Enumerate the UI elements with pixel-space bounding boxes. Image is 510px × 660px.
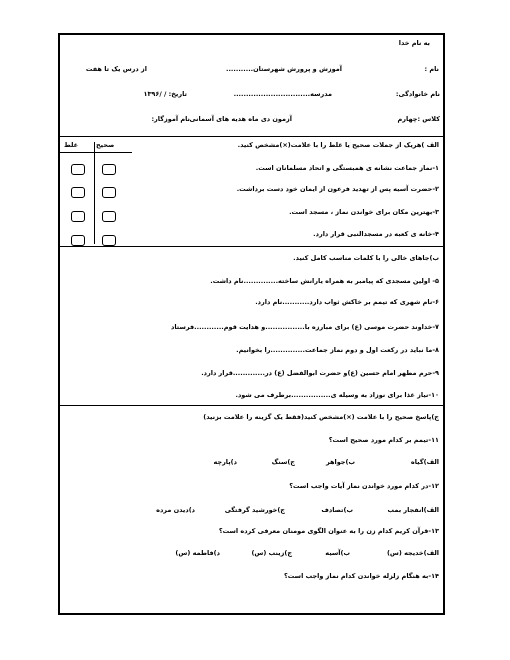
mc-11-option-c[interactable]: ج)سنگ (271, 458, 295, 466)
fill-item-9: ۹-حرم مطهر امام حسین (ع)و حضرت ابوالفضل (ع) در.............قرار دارد. (201, 369, 439, 377)
section-a-divider (58, 246, 445, 247)
tf-3-correct-checkbox[interactable] (102, 211, 116, 222)
section-b-divider (58, 405, 445, 406)
column-correct: صحیح (96, 141, 115, 149)
mc-question-13: ۱۳-قرآن کریم کدام زن را به عنوان الگوی مومنان معرفی کرده است؟ (218, 527, 439, 535)
mc-question-12: ۱۲-در کدام مورد خواندن نماز آیات واجب است؟ (289, 482, 439, 490)
tf-header-rule (60, 152, 132, 153)
name-label: نام : (424, 65, 439, 73)
mc-13-option-b[interactable]: ب)آسیه (325, 549, 350, 557)
section-b-title: ب)جاهای خالی را با کلمات مناسب کامل کنید. (293, 254, 439, 262)
section-c-title: ج)پاسخ صحیح را با علامت (×)مشخص کنید(فقط یک گزینه را علامت بزنید) (203, 413, 439, 421)
teacher-label: نام آموزگار: (151, 115, 190, 123)
tf-1-correct-checkbox[interactable] (102, 164, 116, 175)
tf-4-wrong-checkbox[interactable] (71, 235, 85, 246)
school-field: مدرسه............................... (233, 90, 332, 98)
mc-question-14: ۱۴-به هنگام زلزله خواندن کدام نماز واجب است؟ (284, 572, 439, 580)
mc-11-option-d[interactable]: د)پارچه (213, 458, 237, 466)
family-name-label: نام خانوادگی: (395, 90, 440, 98)
mc-13-option-a[interactable]: الف)خدیجه (س) (386, 549, 439, 557)
header-divider (58, 136, 445, 137)
mc-12-option-b[interactable]: ب)تصادف (321, 506, 353, 514)
tf-item-2: ۲-حضرت آسیه پس از تهدید فرعون از ایمان خود دست برداشت. (236, 185, 439, 193)
tf-2-wrong-checkbox[interactable] (71, 187, 85, 198)
tf-2-correct-checkbox[interactable] (102, 187, 116, 198)
tf-item-1: ۱-نماز جماعت نشانه ی همبستگی و اتحاد مسلمانان است. (255, 164, 439, 172)
mc-13-option-c[interactable]: ج)زینب (س) (251, 549, 292, 557)
tf-item-3: ۳-بهترین مکان برای خواندن نماز ، مسجد است. (289, 208, 439, 216)
exam-title: آزمون دی ماه هدیه های آسمانی (189, 115, 292, 123)
education-dept: آموزش و پرورش شهرستان........... (225, 65, 342, 73)
mc-13-option-d[interactable]: د)فاطمه (س) (175, 549, 220, 557)
mc-question-11: ۱۱-تیمم بر کدام مورد صحیح است؟ (328, 436, 439, 444)
section-a-title: الف )هریک از جملات صحیح یا غلط را با علامت(×)مشخص کنید. (237, 141, 439, 149)
bismillah: به نام خدا (398, 39, 430, 47)
mc-12-option-a[interactable]: الف)انفجار بمب (387, 506, 439, 514)
column-wrong: غلط (64, 141, 79, 149)
fill-item-8: ۸-ما نباید در رکعت اول و دوم نماز جماعت..............را بخوانیم. (236, 346, 439, 354)
mc-11-option-a[interactable]: الف)گیاه (410, 458, 439, 466)
tf-item-4: ۴-خانه ی کعبه در مسجدالنبی قرار دارد. (313, 230, 439, 238)
mc-12-option-d[interactable]: د)دیدن مرده (156, 506, 195, 514)
fill-item-5: ۵- اولین مسجدی که پیامبر به همراه یارانش ساخته..............نام داشت. (210, 277, 439, 285)
mc-12-option-c[interactable]: ج)خورشید گرفتگی (224, 506, 285, 514)
date-field: تاریخ: / /۱۳۹۶ (143, 90, 187, 98)
tf-1-wrong-checkbox[interactable] (71, 164, 85, 175)
fill-item-10: ۱۰-نیاز غذا برای نوزاد به وسیله ی................برطرف می شود. (235, 391, 439, 399)
mc-11-option-b[interactable]: ب)جواهر (325, 458, 355, 466)
lesson-range: از درس یک تا هفت (85, 65, 147, 73)
fill-item-6: ۶-نام شهری که تیمم بر خاکش ثواب دارد...........نام دارد. (255, 298, 439, 306)
fill-item-7: ۷-خداوند حضرت موسی (ع) برای مبارزه با................و هدایت قوم............فرستاد (171, 323, 439, 331)
tf-4-correct-checkbox[interactable] (102, 235, 116, 246)
tf-column-divider (94, 142, 95, 244)
tf-3-wrong-checkbox[interactable] (71, 211, 85, 222)
class-label: کلاس :چهارم (397, 115, 440, 123)
